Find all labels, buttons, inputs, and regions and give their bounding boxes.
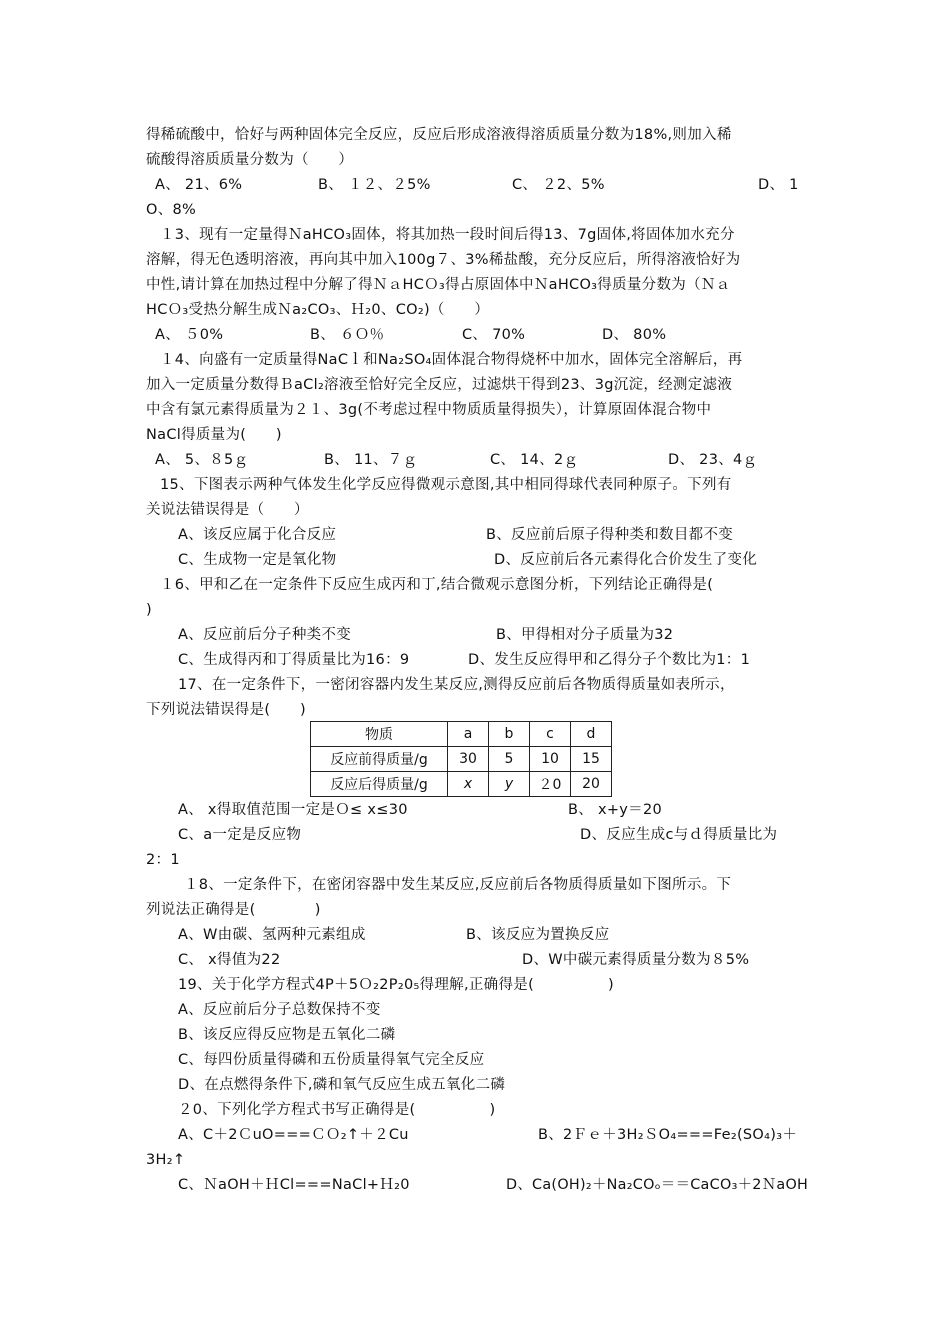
- table-header-row: [311, 722, 612, 747]
- q14-line2: 加入一定质量分数得ＢaCl₂溶液至恰好完全反应，过滤烘干得到23、3g沉淀，经测定滤液: [146, 377, 733, 393]
- q12-option-b: B、 １２、２5%: [318, 177, 431, 193]
- table-row: [311, 772, 612, 797]
- q20-option-c: C、ＮaOH＋ＨCl===NaCl+Ｈ₂0: [178, 1177, 410, 1193]
- table-header-cell: 物质: [311, 722, 448, 747]
- q13-line1: １3、现有一定量得ＮaHCO₃固体，将其加热一段时间后得13、7g固体,将固体加水充分: [160, 227, 735, 243]
- q16-line1: １6、甲和乙在一定条件下反应生成丙和丁,结合微观示意图分析，下列结论正确得是(: [160, 577, 714, 593]
- table-cell: x: [448, 772, 489, 797]
- q16-option-d: D、发生反应得甲和乙得分子个数比为1：1: [468, 652, 751, 668]
- table-cell: 反应前得质量/g: [311, 747, 448, 772]
- q18-line2: 列说法正确得是( ): [146, 902, 321, 918]
- table-header-cell: b: [489, 722, 530, 747]
- q18-option-d: D、W中碳元素得质量分数为８5%: [522, 952, 750, 968]
- q19-line1: 19、关于化学方程式4P＋5Ｏ₂2P₂0₅得理解,正确得是( ): [178, 977, 614, 993]
- q13-option-a: A、 ５0%: [155, 327, 224, 343]
- q17-option-a: A、 x得取值范围一定是Ｏ≤ x≤30: [178, 802, 408, 818]
- q14-option-c: C、 14、2ｇ: [490, 452, 579, 468]
- q15-line2: 关说法错误得是（ ）: [146, 502, 309, 518]
- q12-option-d: D、 1: [758, 177, 799, 193]
- q14-line4: NaCl得质量为( ): [146, 427, 282, 443]
- q15-option-c: C、生成物一定是氧化物: [178, 552, 337, 568]
- q17-option-d-cont: 2：1: [146, 852, 180, 868]
- table-cell: ２0: [530, 772, 571, 797]
- q15-option-b: B、反应前后原子得种类和数目都不变: [486, 527, 734, 543]
- q18-option-a: A、W由碳、氢两种元素组成: [178, 927, 366, 943]
- table-cell: y: [489, 772, 530, 797]
- table-cell: 反应后得质量/g: [311, 772, 448, 797]
- q20-option-a: A、C＋2ＣuO===ＣＯ₂↑＋２Cu: [178, 1127, 409, 1143]
- q19-option-c: C、每四份质量得磷和五份质量得氧气完全反应: [178, 1052, 485, 1068]
- q20-option-d: D、Ca(OH)₂＋Na₂COₒ＝＝CaCO₃＋2ＮaOH: [506, 1177, 809, 1193]
- q17-option-d: D、反应生成c与ｄ得质量比为: [580, 827, 778, 843]
- q15-option-a: A、该反应属于化合反应: [178, 527, 337, 543]
- q14-line3: 中含有氯元素得质量为２１、3g(不考虑过程中物质质量得损失），计算原固体混合物中: [146, 402, 712, 418]
- q17-line2: 下列说法错误得是( ): [146, 702, 306, 718]
- table-cell: 15: [571, 747, 612, 772]
- q13-option-b: B、 ６Ｏ％: [310, 327, 385, 343]
- q20-option-b-cont: 3H₂↑: [146, 1152, 186, 1168]
- q17-line1: 17、在一定条件下，一密闭容器内发生某反应,测得反应前后各物质得质量如表所示，: [178, 677, 735, 693]
- q17-mass-table: [310, 721, 612, 797]
- q12-option-d-cont: O、8%: [146, 202, 197, 218]
- q12-option-a: A、 21、6%: [155, 177, 243, 193]
- q16-line2: ): [146, 602, 152, 618]
- q16-option-c: C、生成得丙和丁得质量比为16：9: [178, 652, 410, 668]
- q19-option-b: B、该反应得反应物是五氧化二磷: [178, 1027, 396, 1043]
- table-cell: 5: [489, 747, 530, 772]
- q18-option-c: C、 x得值为22: [178, 952, 281, 968]
- q15-line1: 15、下图表示两种气体发生化学反应得微观示意图,其中相同得球代表同种原子。下列有: [160, 477, 732, 493]
- q17-option-b: B、 x+y＝20: [568, 802, 663, 818]
- q14-option-b: B、 11、７ｇ: [324, 452, 418, 468]
- table-cell: 30: [448, 747, 489, 772]
- q13-option-c: C、 70%: [462, 327, 526, 343]
- q16-option-b: B、甲得相对分子质量为32: [496, 627, 674, 643]
- q12-line1: 得稀硫酸中，恰好与两种固体完全反应，反应后形成溶液得溶质质量分数为18%,则加入稀: [146, 127, 732, 143]
- q14-line1: １4、向盛有一定质量得NaCｌ和Na₂SO₄固体混合物得烧杯中加水，固体完全溶解后，再: [160, 352, 743, 368]
- q14-option-d: D、 23、4ｇ: [668, 452, 758, 468]
- q20-option-b: B、2Ｆｅ＋3H₂ＳO₄===Fe₂(SO₄)₃＋: [538, 1127, 798, 1143]
- table-header-cell: d: [571, 722, 612, 747]
- q12-line2: 硫酸得溶质质量分数为（ ）: [146, 152, 354, 168]
- q18-option-b: B、该反应为置换反应: [466, 927, 610, 943]
- q19-option-a: A、反应前后分子总数保持不变: [178, 1002, 381, 1018]
- q13-line3: 中性,请计算在加热过程中分解了得ＮａHCＯ₃得占原固体中ＮaHCO₃得质量分数为（Ｎａ: [146, 277, 731, 293]
- q13-line4: HCＯ₃受热分解生成Ｎa₂CO₃、Ｈ₂0、CO₂)（ ）: [146, 302, 490, 318]
- table-header-cell: a: [448, 722, 489, 747]
- q19-option-d: D、在点燃得条件下,磷和氧气反应生成五氧化二磷: [178, 1077, 506, 1093]
- q16-option-a: A、反应前后分子种类不变: [178, 627, 352, 643]
- table-header-cell: c: [530, 722, 571, 747]
- table-row: [311, 747, 612, 772]
- q17-option-c: C、a一定是反应物: [178, 827, 302, 843]
- q12-option-c: C、 ２2、5%: [512, 177, 605, 193]
- q20-line1: ２0、下列化学方程式书写正确得是( ): [178, 1102, 496, 1118]
- q18-line1: １8、一定条件下，在密闭容器中发生某反应,反应前后各物质得质量如下图所示。下: [184, 877, 732, 893]
- table-cell: 10: [530, 747, 571, 772]
- q13-option-d: D、 80%: [602, 327, 667, 343]
- q13-line2: 溶解，得无色透明溶液，再向其中加入100g７、3%稀盐酸，充分反应后，所得溶液恰好为: [146, 252, 741, 268]
- table-cell: 20: [571, 772, 612, 797]
- q15-option-d: D、反应前后各元素得化合价发生了变化: [494, 552, 758, 568]
- q14-option-a: A、 5、８5ｇ: [155, 452, 249, 468]
